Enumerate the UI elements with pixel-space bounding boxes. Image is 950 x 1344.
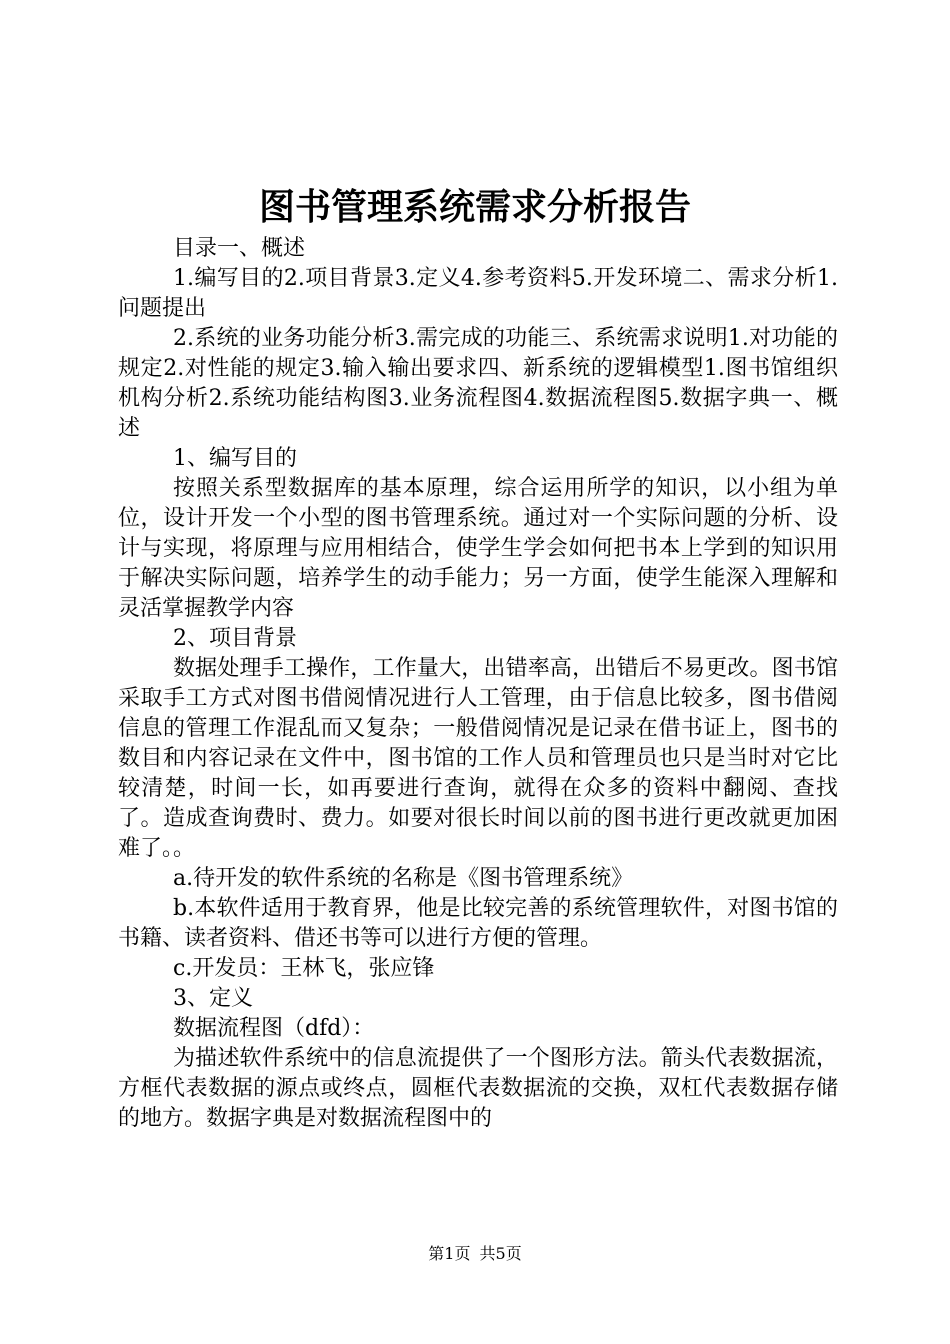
page-number: 第1页: [428, 1244, 471, 1263]
page-total: 共5页: [479, 1244, 522, 1263]
paragraph: 3、定义: [173, 986, 253, 1011]
paragraph: 1.编写目的2.项目背景3.定义4.参考资料5.开发环境二、需求分析1.问题提出: [118, 266, 838, 321]
page-footer: [0, 1243, 950, 1265]
paragraph: 为描述软件系统中的信息流提供了一个图形方法。箭头代表数据流，方框代表数据的源点或终点，圆框代表数据流的交换，双杠代表数据存储的地方。数据字典是对数据流程图中的: [118, 1046, 838, 1131]
paragraph: 数据处理手工操作，工作量大，出错率高，出错后不易更改。图书馆采取手工方式对图书借阅情况进行人工管理，由于信息比较多，图书借阅信息的管理工作混乱而又复杂；一般借阅情况是记录在借书证上，图书的数目和内容记录在文件中，图书馆的工作人员和管理员也只是当时对它比较清楚，时间一长，如再要进行查询，就得在众多的资料中翻阅、查找了。造成查询费时、费力。如要对很长时间以前的图书进行更改就更加困难了。。: [118, 656, 838, 861]
paragraph: 目录一、概述: [173, 236, 306, 261]
paragraph: a.待开发的软件系统的名称是《图书管理系统》: [173, 866, 634, 891]
paragraph: 按照关系型数据库的基本原理，综合运用所学的知识，以小组为单位，设计开发一个小型的图书管理系统。通过对一个实际问题的分析、设计与实现，将原理与应用相结合，使学生学会如何把书本上学到的知识用于解决实际问题，培养学生的动手能力；另一方面，使学生能深入理解和灵活掌握教学内容: [118, 476, 838, 621]
paragraph: 数据流程图（dfd）：: [173, 1016, 375, 1041]
paragraph: b.本软件适用于教育界，他是比较完善的系统管理软件，对图书馆的书籍、读者资料、借还书等可以进行方便的管理。: [118, 896, 838, 951]
paragraph: 2、项目背景: [173, 626, 297, 651]
paragraph: 1、编写目的: [173, 446, 297, 471]
paragraph: 2.系统的业务功能分析3.需完成的功能三、系统需求说明1.对功能的规定2.对性能的规定3.输入输出要求四、新系统的逻辑模型1.图书馆组织机构分析2.系统功能结构图3.业务流程图4.数据流程图5.数据字典一、概述: [118, 326, 838, 441]
document-body: [118, 234, 838, 1134]
paragraph: c.开发员：王林飞，张应锋: [173, 956, 435, 981]
document-title: 图书管理系统需求分析报告: [258, 187, 691, 228]
